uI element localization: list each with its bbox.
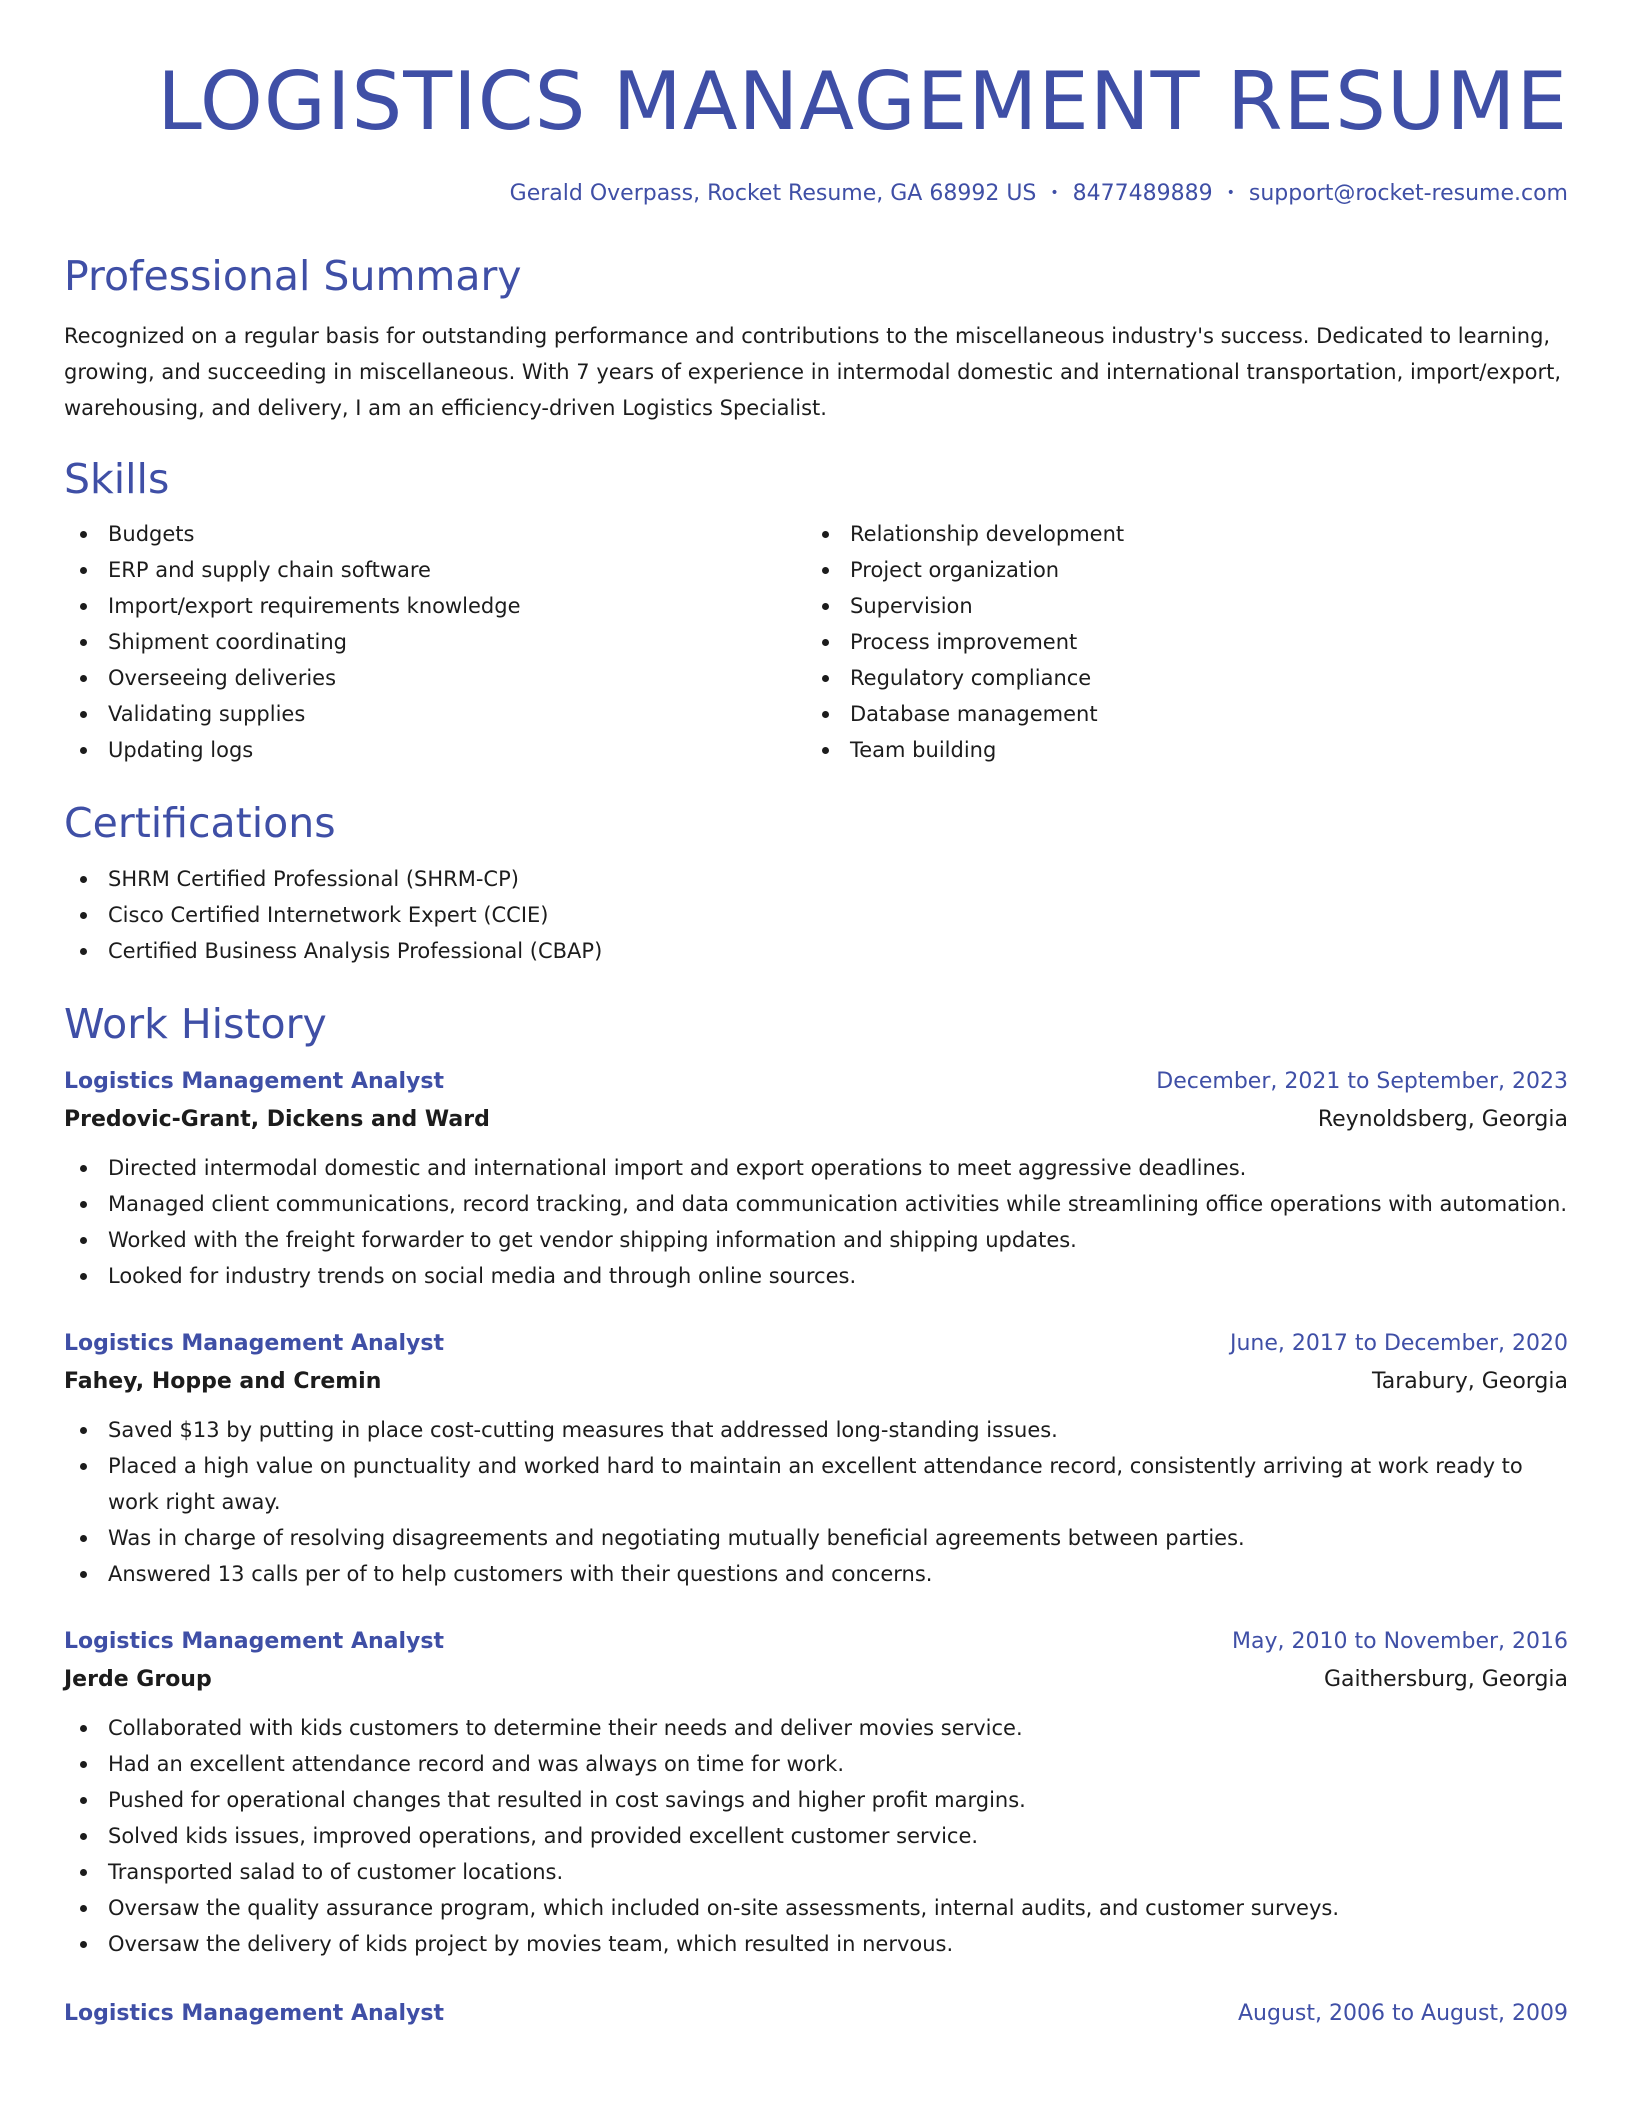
certification-item: Certified Business Analysis Professional (CBAP) [64, 933, 1568, 969]
skill-item: Budgets [64, 516, 806, 552]
contact-separator: • [1226, 185, 1235, 201]
skills-list-right [806, 516, 1548, 768]
job-title-row [64, 1624, 1568, 1660]
certifications-section [64, 798, 1568, 969]
job-location: Gaithersburg, Georgia [1323, 1667, 1568, 1692]
job-title-row [64, 1064, 1568, 1100]
job-bullet: Saved $13 by putting in place cost-cutting measures that addressed long-standing issues. [64, 1412, 1568, 1448]
job-title-row [64, 1326, 1568, 1362]
job-title: Logistics Management Analyst [64, 2001, 444, 2026]
work-history-section [64, 999, 1568, 2032]
job-company: Jerde Group [64, 1667, 212, 1692]
job-entry [64, 1326, 1568, 1592]
contact-separator: • [1050, 185, 1059, 201]
job-bullet: Worked with the freight forwarder to get vendor shipping information and shipping updates. [64, 1222, 1568, 1258]
job-bullet: Answered 13 calls per of to help customers with their questions and concerns. [64, 1556, 1568, 1592]
job-company-row [64, 1100, 1568, 1140]
job-title: Logistics Management Analyst [64, 1069, 444, 1094]
resume-title: LOGISTICS MANAGEMENT RESUME [157, 55, 1568, 148]
job-company: Predovic-Grant, Dickens and Ward [64, 1107, 490, 1132]
job-dates: August, 2006 to August, 2009 [1238, 2001, 1568, 2026]
skill-item: Relationship development [806, 516, 1548, 552]
job-bullets [64, 1412, 1568, 1592]
skill-item: Project organization [806, 552, 1548, 588]
job-company: Fahey, Hoppe and Cremin [64, 1369, 382, 1394]
job-bullet: Oversaw the delivery of kids project by movies team, which resulted in nervous. [64, 1926, 1568, 1962]
job-bullet: Managed client communications, record tracking, and data communication activities while streamlining office operations with automation. [64, 1186, 1568, 1222]
skills-list-left [64, 516, 806, 768]
skill-item: Shipment coordinating [64, 624, 806, 660]
job-location: Tarabury, Georgia [1371, 1369, 1568, 1394]
skill-item: Updating logs [64, 732, 806, 768]
skill-item: Regulatory compliance [806, 660, 1548, 696]
skill-item: Import/export requirements knowledge [64, 588, 806, 624]
summary-section [64, 251, 1568, 426]
contact-address: Gerald Overpass, Rocket Resume, GA 68992 US [509, 181, 1037, 206]
skill-item: Validating supplies [64, 696, 806, 732]
job-bullets [64, 1150, 1568, 1294]
job-dates: December, 2021 to September, 2023 [1156, 1069, 1568, 1094]
skill-item: Database management [806, 696, 1548, 732]
contact-phone: 8477489889 [1072, 181, 1213, 206]
job-dates: June, 2017 to December, 2020 [1229, 1331, 1568, 1356]
job-bullet: Placed a high value on punctuality and worked hard to maintain an excellent attendance record, consistently arriving at work ready to work right away. [64, 1448, 1568, 1520]
summary-text: Recognized on a regular basis for outstanding performance and contributions to the miscellaneous industry's success. Dedicated to learning, growing, and succeeding in miscellaneous. With 7 years of experience in intermodal domestic and international transportation, import/export, warehousing, and delivery, I am an efficiency-driven Logistics Specialist. [64, 324, 1562, 420]
contact-line [64, 178, 1568, 209]
job-bullet: Transported salad to of customer locations. [64, 1854, 1568, 1890]
skill-item: ERP and supply chain software [64, 552, 806, 588]
skill-item: Supervision [806, 588, 1548, 624]
job-bullet: Looked for industry trends on social media and through online sources. [64, 1258, 1568, 1294]
job-title: Logistics Management Analyst [64, 1331, 444, 1356]
job-entry [64, 1996, 1568, 2032]
job-title-row [64, 1996, 1568, 2032]
job-title: Logistics Management Analyst [64, 1629, 444, 1654]
certification-item: Cisco Certified Internetwork Expert (CCIE) [64, 897, 1568, 933]
skills-section [64, 454, 1568, 768]
job-bullet: Solved kids issues, improved operations, and provided excellent customer service. [64, 1818, 1568, 1854]
skills-heading: Skills [64, 455, 170, 503]
skill-item: Process improvement [806, 624, 1548, 660]
job-bullet: Oversaw the quality assurance program, which included on-site assessments, internal audits, and customer surveys. [64, 1890, 1568, 1926]
job-bullets [64, 1710, 1568, 1962]
contact-email[interactable]: support@rocket-resume.com [1248, 181, 1568, 206]
job-bullet: Collaborated with kids customers to determine their needs and deliver movies service. [64, 1710, 1568, 1746]
job-entry [64, 1624, 1568, 1962]
job-bullet: Had an excellent attendance record and was always on time for work. [64, 1746, 1568, 1782]
job-dates: May, 2010 to November, 2016 [1232, 1629, 1568, 1654]
job-company-row [64, 1362, 1568, 1402]
summary-heading: Professional Summary [64, 252, 522, 300]
work-history-heading: Work History [64, 1000, 327, 1048]
job-bullet: Was in charge of resolving disagreements and negotiating mutually beneficial agreements between parties. [64, 1520, 1568, 1556]
job-company-row [64, 1660, 1568, 1700]
job-entry [64, 1064, 1568, 1294]
skills-grid [64, 516, 1568, 768]
certification-item: SHRM Certified Professional (SHRM-CP) [64, 861, 1568, 897]
job-bullet: Directed intermodal domestic and international import and export operations to meet aggressive deadlines. [64, 1150, 1568, 1186]
certifications-heading: Certifications [64, 799, 336, 847]
job-location: Reynoldsberg, Georgia [1317, 1107, 1568, 1132]
certifications-list [64, 861, 1568, 969]
job-bullet: Pushed for operational changes that resulted in cost savings and higher profit margins. [64, 1782, 1568, 1818]
skill-item: Team building [806, 732, 1548, 768]
skill-item: Overseeing deliveries [64, 660, 806, 696]
